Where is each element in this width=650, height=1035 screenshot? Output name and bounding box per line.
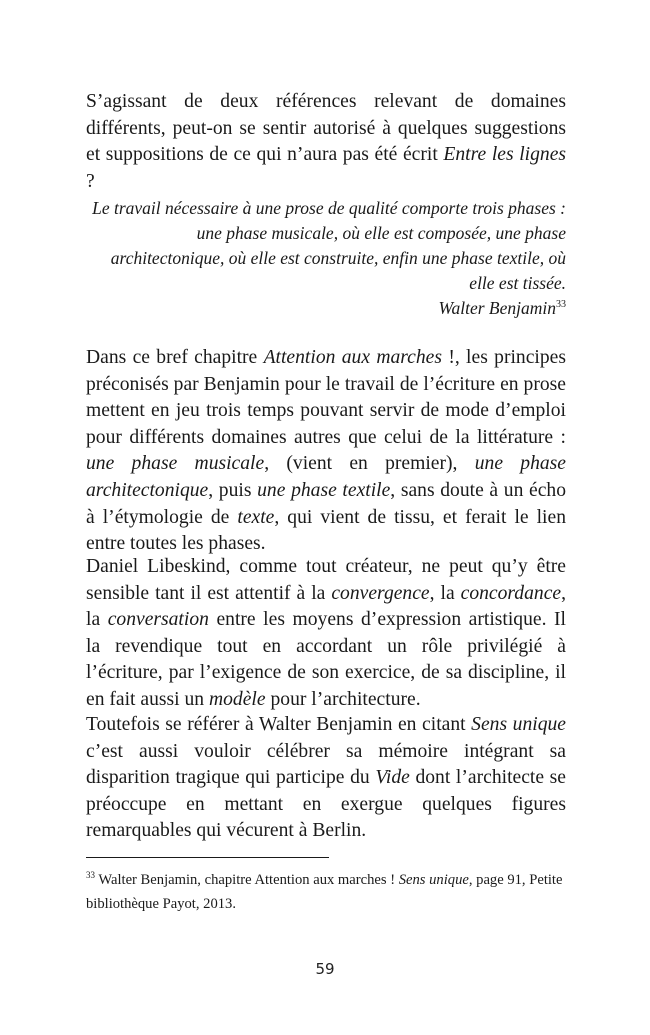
paragraph-benjamin [86,712,566,845]
text-run: , puis [208,479,258,501]
paragraph-intro-end: ? [86,170,95,192]
paragraph-chapter [86,345,566,558]
footnote-separator [86,857,329,858]
text-run: !, les principes préconisés par Benjamin pour le travail de l’écriture en prose mettent en jeu trois temps pouvant servir de mode d’emploi pour différents domaines autres que celui de la littérature : [86,347,566,448]
paragraph-libeskind [86,554,566,714]
italic-run: concordance [460,582,562,604]
page-number: 59 [315,960,335,978]
italic-run: Sens unique [398,872,469,888]
footnote [86,868,566,916]
text-run: , qui vient de tissu, et ferait le lien entre toutes les phases. [86,506,566,555]
paragraph-intro-text: S’agissant de deux références relevant de domaines différents, peut-on se sentir autorisé à quelques suggestions et suppositions de ce qui n’aura pas été écrit [86,91,566,166]
epigraph-author-name: Walter Benjamin [438,298,556,318]
text-run: Dans ce bref chapitre [86,347,264,368]
text-run: , la [86,582,566,631]
text-run: , la [429,582,461,604]
paragraph-chapter-body [86,345,566,558]
paragraph-benjamin-body [86,712,566,845]
italic-run: Attention aux marches [263,347,442,368]
text-run: Walter Benjamin, chapitre Attention aux marches ! [95,872,399,888]
footnote-number: 33 [86,870,95,881]
text-run: dont l’architecte se préoccupe en mettant en exergue quelques figures remarquables qui vécurent à Berlin. [86,767,566,842]
epigraph-author [86,296,566,321]
paragraph-intro-title: Entre les lignes [443,144,567,166]
text-run: pour l’architecture. [265,688,421,710]
italic-run: modèle [208,688,266,710]
paragraph-libeskind-body [86,554,566,714]
italic-run: convergence [331,582,430,604]
footnote-reference: 33 [556,299,566,311]
italic-run: conversation [107,609,209,631]
epigraph-quote: Le travail nécessaire à une prose de qualité comporte trois phases : une phase musicale, où elle est composée, une phase architectonique, où elle est construite, enfin une phase textile, où elle est tissée. [92,198,566,293]
italic-run: Sens unique [471,714,566,735]
italic-run: une phase musicale [86,453,265,475]
epigraph [86,196,566,321]
text-run: , page 91, Petite bibliothèque Payot, 2013. [86,872,563,912]
text-run: c’est aussi vouloir célébrer sa mémoire intégrant sa disparition tragique qui participe du [86,740,566,789]
text-run: entre les moyens d’expression artistique. Il la revendique tout en accordant un rôle privilégié à l’écriture, par l’exigence de son exercice, de sa discipline, il en fait aussi un [86,609,567,710]
text-run: , (vient en premier), [264,453,475,475]
text-run: Toutefois se référer à Walter Benjamin en citant [86,714,472,735]
text-run: Daniel Libeskind, comme tout créateur, ne peut qu’y être sensible tant il est attentif à la [86,556,566,604]
paragraph-intro [86,89,566,195]
italic-run: Vide [375,767,410,789]
italic-run: une phase architectonique [86,453,567,501]
italic-run: texte [237,506,275,528]
italic-run: une phase textile [257,479,391,501]
text-run: , sans doute à un écho à l’étymologie de [86,479,566,528]
